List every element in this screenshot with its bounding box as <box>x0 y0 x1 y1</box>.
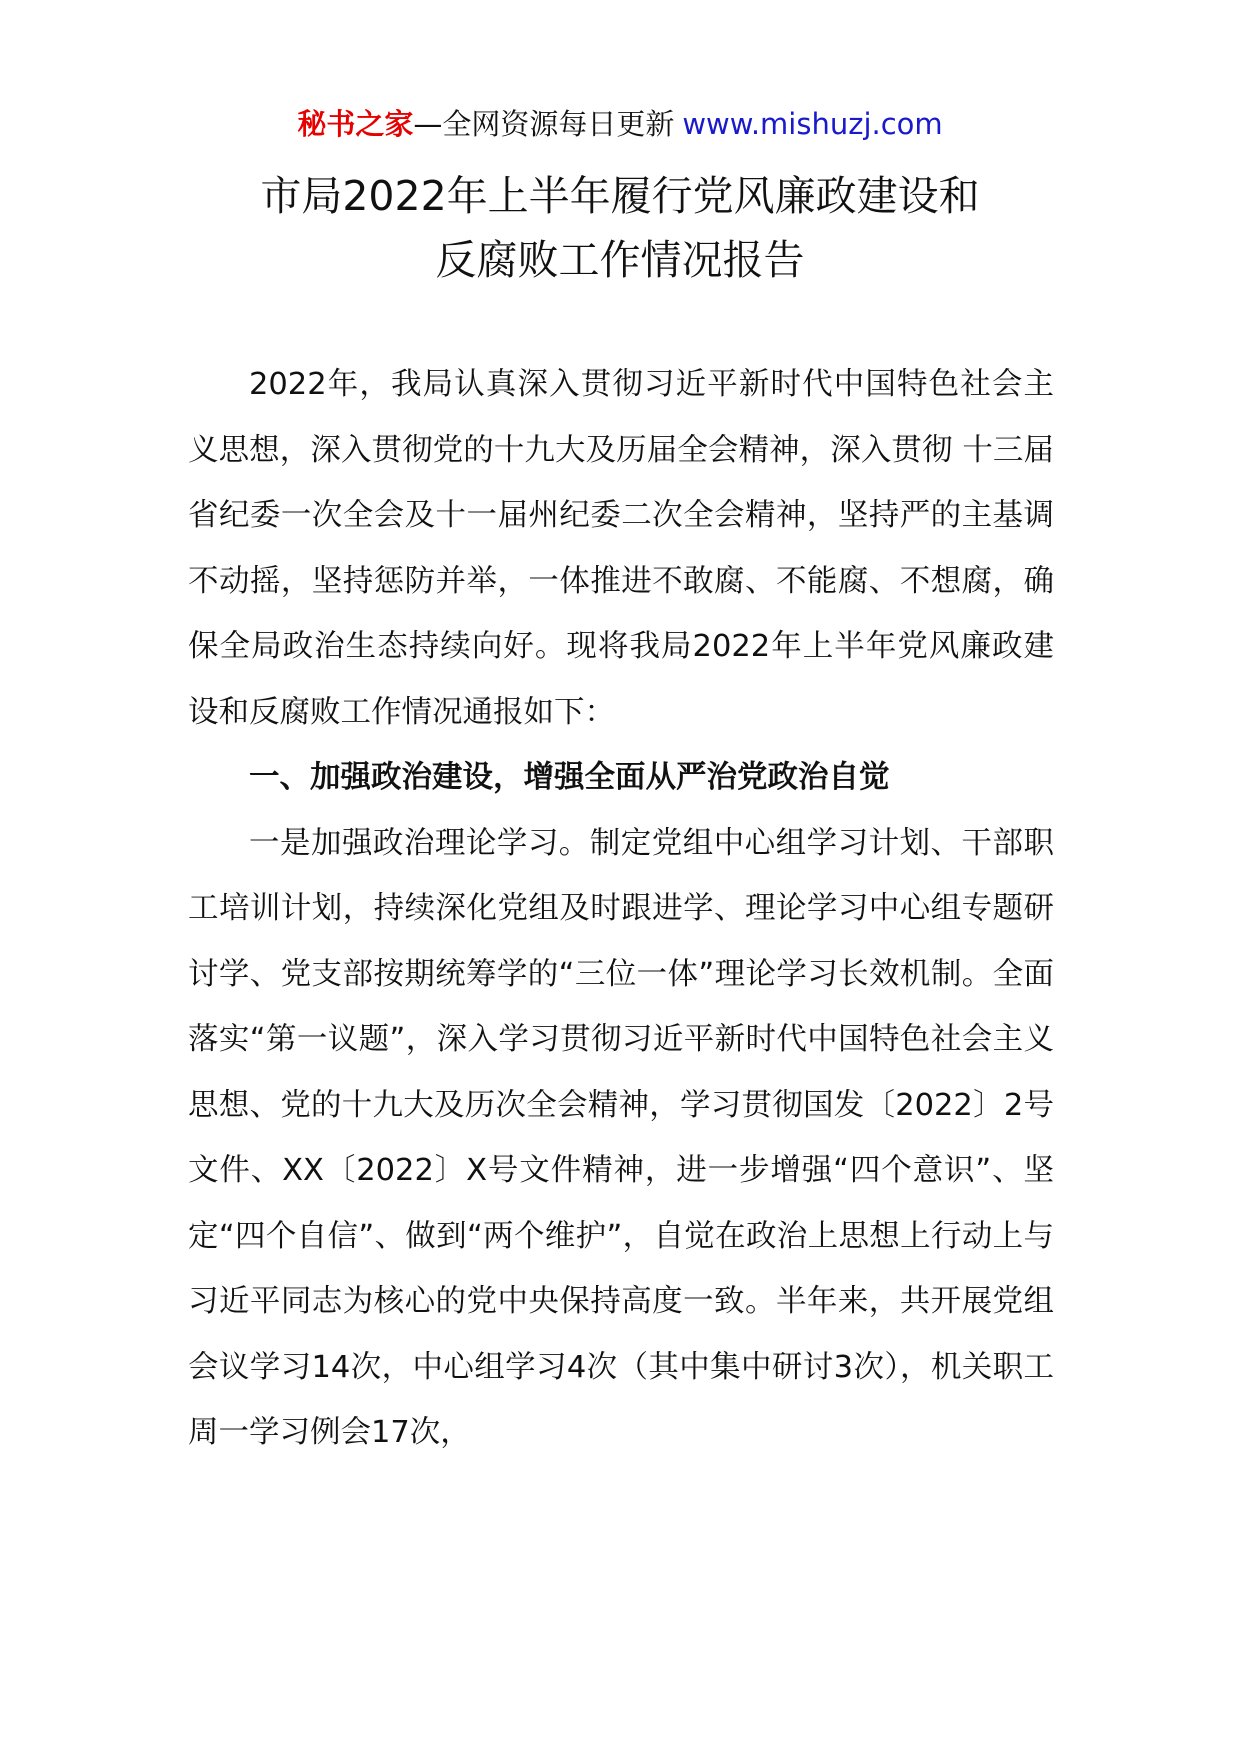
title-line-1: 市局2022年上半年履行党风廉政建设和 <box>260 172 980 220</box>
body-paragraph-2: 一是加强政治理论学习。制定党组中心组学习计划、干部职工培训计划，持续深化党组及时跟进学、理论学习中心组专题研讨学、党支部按期统筹学的“三位一体”理论学习长效机制。全面落实“第一议题”，深入学习贯彻习近平新时代中国特色社会主义思想、党的十九大及历次全会精神，学习贯彻国发〔2022〕2号文件、XX〔2022〕X号文件精神，进一步增强“四个意识”、坚定“四个自信”、做到“两个维护”，自觉在政治上思想上行动上与习近平同志为核心的党中央保持高度一致。半年来，共开展党组会议学习14次，中心组学习4次（其中集中研讨3次），机关职工周一学习例会17次， <box>188 825 1054 1450</box>
title-line-2: 反腐败工作情况报告 <box>435 236 805 284</box>
section-heading-1: 一、加强政治建设，增强全面从严治党政治自觉 <box>249 760 890 795</box>
document-body <box>188 352 1054 1466</box>
site-header <box>0 104 1240 144</box>
site-url-link[interactable]: www.mishuzj.com <box>682 107 943 141</box>
site-slogan: —全网资源每日更新 <box>413 107 675 141</box>
intro-paragraph: 2022年，我局认真深入贯彻习近平新时代中国特色社会主义思想，深入贯彻党的十九大及历届全会精神，深入贯彻 十三届省纪委一次全会及十一届州纪委二次全会精神，坚持严的主基调不动摇，坚持惩防并举，一体推进不敢腐、不能腐、不想腐，确保全局政治生态持续向好。现将我局2022年上半年党风廉政建设和反腐败工作情况通报如下： <box>188 367 1054 730</box>
site-brand: 秘书之家 <box>297 107 414 141</box>
document-title <box>0 164 1240 292</box>
